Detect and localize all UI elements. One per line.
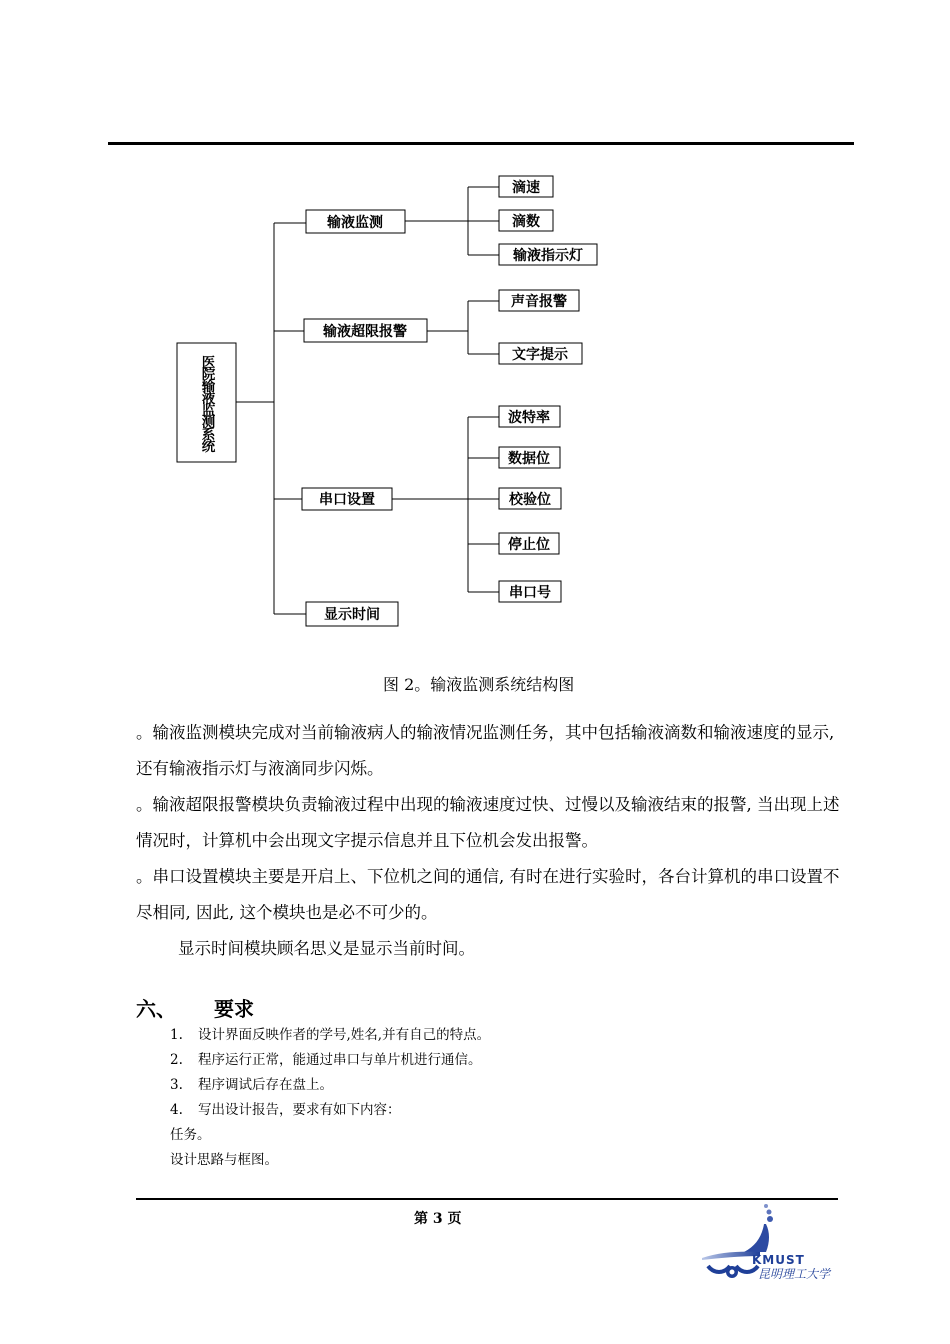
university-logo [700,1202,845,1284]
leaf-label: 数据位 [508,451,550,467]
paragraph: 。输液监测模块完成对当前输液病人的输液情况监测任务，其中包括输液滴数和输液速度的显示, 还有输液指示灯与液滴同步闪烁。 [136,723,835,778]
list-number: 2. [170,1052,183,1068]
leaf-label: 串口号 [509,585,551,601]
list-item [170,1073,333,1093]
logo-subtext: 昆明理工大学 [758,1267,831,1281]
leaf-node-parity-bit [499,488,561,509]
leaf-node-drip-count [499,210,553,231]
leaf-label: 滴数 [512,214,540,230]
leaf-label: 文字提示 [512,347,568,363]
list-item [170,1023,490,1043]
footer-rule [136,1198,838,1200]
leaf-node-text-hint [499,343,582,364]
leaf-node-indicator-light [499,244,597,265]
root-node-text [177,343,236,462]
section-number: 六、 [136,997,176,1021]
leaf-node-sound-alarm [499,290,579,311]
leaf-node-baud-rate [499,406,560,427]
leaf-label: 滴速 [512,180,540,196]
list-text: 设计界面反映作者的学号,姓名,并有自己的特点。 [198,1027,491,1043]
text-line: 设计思路与框图。 [170,1152,278,1168]
paragraph: 。串口设置模块主要是开启上、下位机之间的通信, 有时在进行实验时，各台计算机的串口设置不尽相同, 因此, 这个模块也是必不可少的。 [136,867,840,922]
list-item [170,1098,401,1118]
branch-node-time [306,602,398,626]
root-label: 医院输液监测系统 [198,354,215,451]
section-heading [136,993,254,1022]
branch-label: 输液监测 [327,215,383,231]
page-number: 第 3 页 [414,1211,462,1227]
list-text: 程序调试后存在盘上。 [198,1077,333,1093]
branch-node-serial [302,488,392,510]
leaf-node-data-bits [499,447,560,468]
leaf-label: 声音报警 [511,294,567,310]
list-number: 1. [170,1027,183,1043]
branch-node-monitor [306,210,405,233]
leaf-label: 校验位 [509,492,551,508]
branch-label: 串口设置 [319,492,375,508]
list-number: 3. [170,1077,183,1093]
system-structure-diagram [0,0,950,650]
leaf-node-stop-bit [499,533,559,554]
leaf-node-port-number [499,581,561,602]
list-text: 程序运行正常，能通过串口与单片机进行通信。 [198,1052,482,1068]
paragraph: 显示时间模块顾名思义是显示当前时间。 [178,939,475,958]
section-title: 要求 [214,997,254,1021]
leaf-label: 停止位 [508,537,550,553]
branch-label: 显示时间 [324,607,380,623]
list-text: 写出设计报告，要求有如下内容： [198,1102,401,1118]
text-line: 任务。 [170,1127,211,1143]
leaf-node-drip-speed [499,176,553,197]
list-number: 4. [170,1102,183,1118]
paragraph: 。输液超限报警模块负责输液过程中出现的输液速度过快、过慢以及输液结束的报警, 当出现上述情况时，计算机中会出现文字提示信息并且下位机会发出报警。 [136,795,840,850]
leaf-label: 波特率 [508,410,550,426]
branch-node-alarm [304,319,427,342]
logo-text: KMUST [752,1253,805,1267]
leaf-label: 输液指示灯 [513,248,583,264]
list-item [170,1048,482,1068]
figure-caption: 图 2。输液监测系统结构图 [383,675,575,694]
branch-label: 输液超限报警 [323,324,407,340]
